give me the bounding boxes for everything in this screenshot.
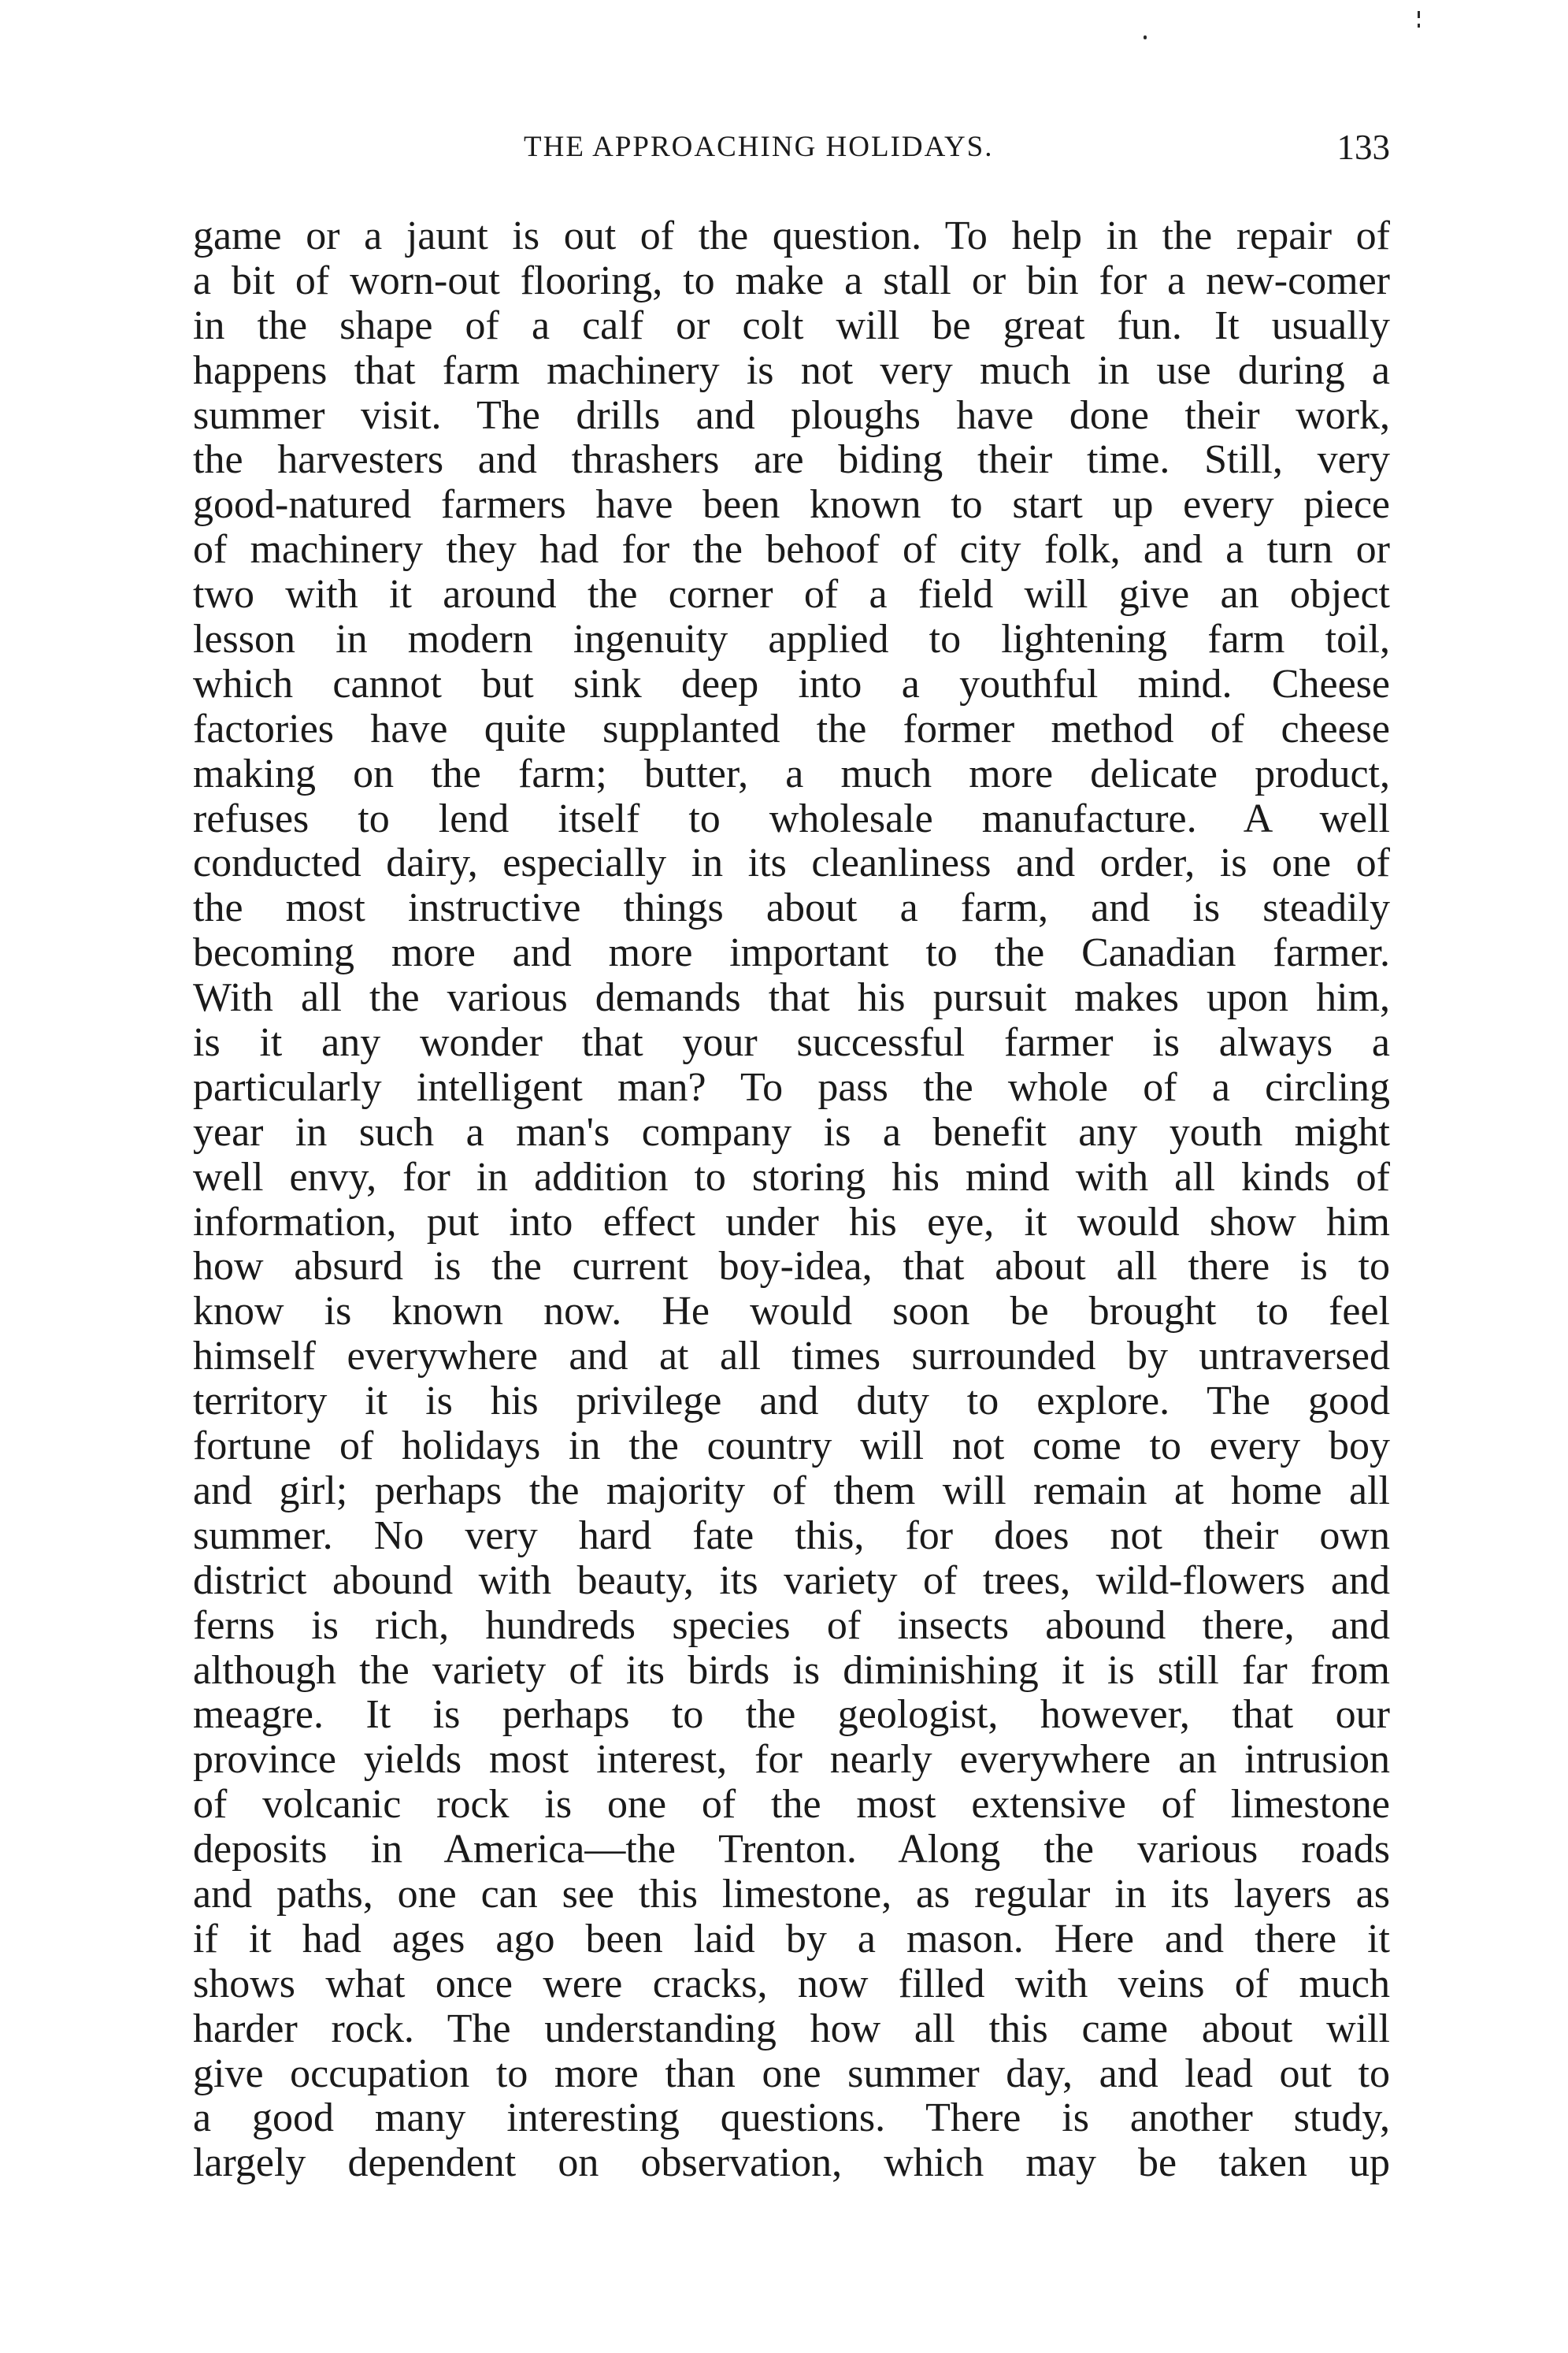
text-line: particularly intelligent man? To pass the whole of a circling [193,1064,1390,1110]
text-line: a bit of worn-out flooring, to make a stall or bin for a new-comer [193,258,1390,303]
text-line: and paths, one can see this limestone, as regular in its layers as [193,1871,1390,1917]
text-line: the most instructive things about a farm, and is steadily [193,885,1390,931]
text-line: a good many interesting questions. There is another study, [193,2095,1390,2141]
text-line: deposits in America—the Trenton. Along the various roads [193,1827,1390,1872]
text-line: himself everywhere and at all times surrounded by untraversed [193,1334,1390,1379]
text-line: factories have quite supplanted the former method of cheese [193,706,1390,752]
text-line: refuses to lend itself to wholesale manufacture. A well [193,796,1390,841]
text-line: know is known now. He would soon be brought to feel [193,1289,1390,1334]
text-line: province yields most interest, for nearly everywhere an intrusion [193,1737,1390,1783]
text-line: of machinery they had for the behoof of city folk, and a turn or [193,527,1390,573]
text-line: the harvesters and thrashers are biding their time. Still, very [193,437,1390,483]
scan-speck [1418,11,1420,18]
text-line: which cannot but sink deep into a youthful mind. Cheese [193,661,1390,707]
text-line: With all the various demands that his pursuit makes upon him, [193,975,1390,1021]
page-number: 133 [1336,128,1390,167]
text-line: fortune of holidays in the country will not come to every boy [193,1423,1390,1469]
body-paragraph [193,214,1390,2186]
text-line: two with it around the corner of a field will give an object [193,572,1390,618]
text-line: lesson in modern ingenuity applied to lightening farm toil, [193,617,1390,662]
text-line: ferns is rich, hundreds species of insects abound there, and [193,1602,1390,1648]
text-line: largely dependent on observation, which may be taken up [193,2140,1390,2186]
text-line: good-natured farmers have been known to start up every piece [193,482,1390,528]
scan-speck [1144,35,1147,39]
text-line: happens that farm machinery is not very much in use during a [193,347,1390,393]
running-title: THE APPROACHING HOLIDAYS. [524,131,994,163]
text-line: district abound with beauty, its variety of trees, wild-flowers and [193,1557,1390,1603]
text-line: how absurd is the current boy-idea, that about all there is to [193,1244,1390,1290]
text-line: harder rock. The understanding how all this came about will [193,2006,1390,2051]
text-line: and girl; perhaps the majority of them will remain at home all [193,1468,1390,1513]
text-line: becoming more and more important to the Canadian farmer. [193,930,1390,976]
text-line: information, put into effect under his eye, it would show him [193,1199,1390,1245]
running-head [193,130,1390,177]
text-line: conducted dairy, especially in its cleanliness and order, is one of [193,841,1390,886]
text-line: give occupation to more than one summer day, and lead out to [193,2051,1390,2096]
text-line: territory it is his privilege and duty to explore. The good [193,1379,1390,1424]
text-line: of volcanic rock is one of the most extensive of limestone [193,1782,1390,1828]
text-line: in the shape of a calf or colt will be great fun. It usually [193,302,1390,348]
text-line: although the variety of its birds is diminishing it is still far from [193,1647,1390,1693]
text-line: game or a jaunt is out of the question. To help in the repair of [193,213,1390,258]
text-line: is it any wonder that your successful farmer is always a [193,1020,1390,1066]
text-line: summer visit. The drills and ploughs have done their work, [193,392,1390,438]
text-line: well envy, for in addition to storing his mind with all kinds of [193,1154,1390,1200]
text-line: meagre. It is perhaps to the geologist, however, that our [193,1692,1390,1738]
text-line: if it had ages ago been laid by a mason. Here and there it [193,1916,1390,1961]
text-line: year in such a man's company is a benefit any youth might [193,1109,1390,1155]
text-line: making on the farm; butter, a much more delicate product, [193,751,1390,796]
text-line: summer. No very hard fate this, for does not their own [193,1512,1390,1558]
text-line: shows what once were cracks, now filled with veins of much [193,1961,1390,2006]
scan-speck [1418,24,1420,28]
